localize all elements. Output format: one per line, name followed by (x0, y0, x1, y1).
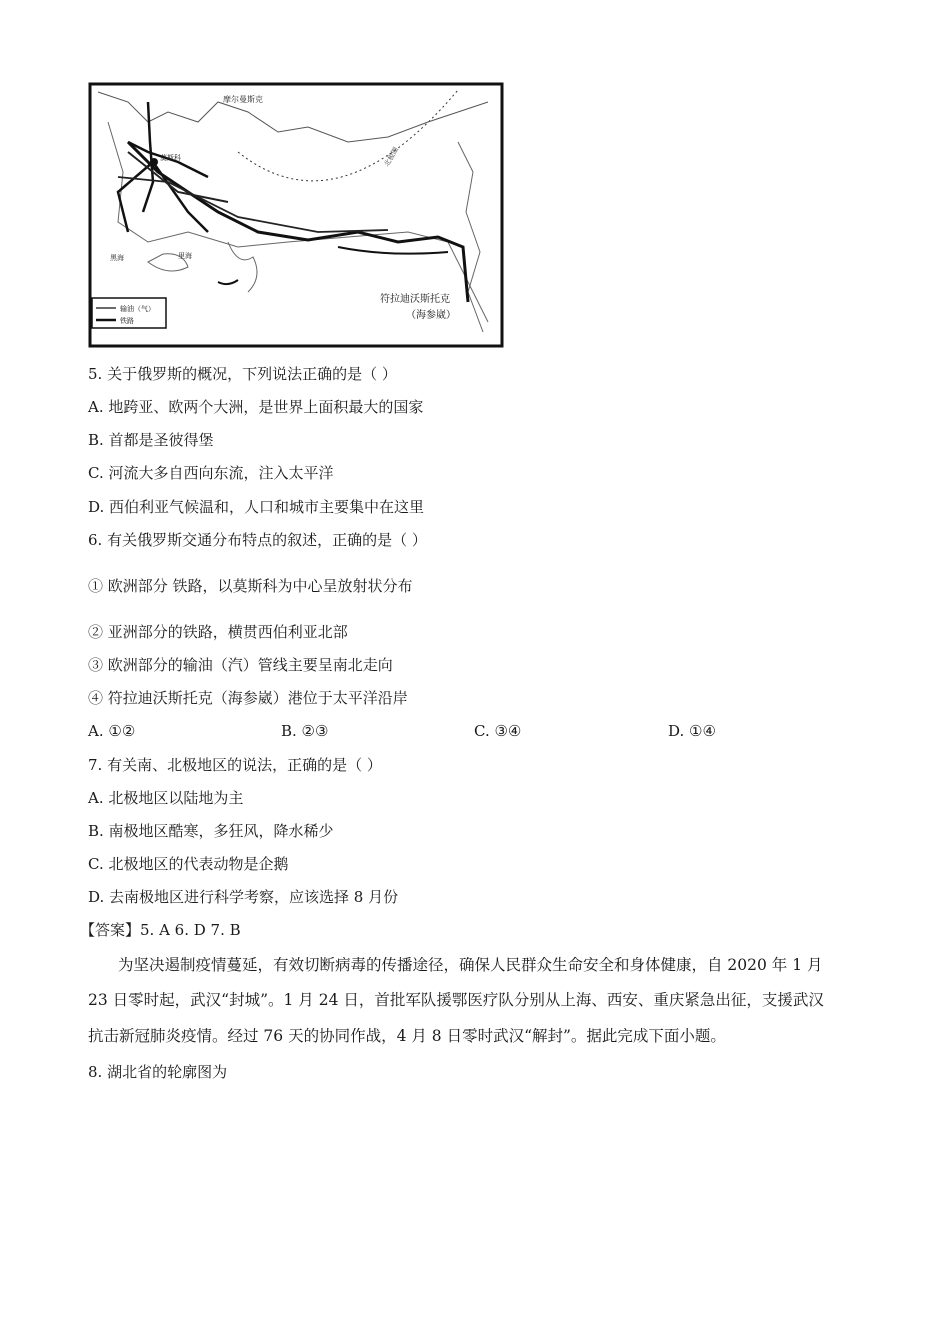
moscow-marker (150, 158, 158, 166)
label-moscow: 莫斯科 (160, 154, 181, 162)
passage-line-3: 抗击新冠肺炎疫情。经过 76 天的协同作战，4 月 8 日零时武汉“解封”。据此完成下面小题。 (88, 1027, 726, 1045)
q7-option-c: C. 北极地区的代表动物是企鹅 (88, 855, 289, 873)
q7-option-b: B. 南极地区酷寒，多狂风，降水稀少 (88, 822, 334, 840)
q6-option-b: B. ②③ (281, 722, 329, 740)
label-black-sea: 黑海 (110, 254, 124, 262)
q7-option-a: A. 北极地区以陆地为主 (88, 789, 244, 807)
passage-line-2: 23 日零时起，武汉“封城”。1 月 24 日，首批军队援鄂医疗队分别从上海、西安、重庆紧急出征，支援武汉 (88, 991, 824, 1009)
label-caspian: 里海 (178, 252, 192, 260)
label-arctic-circle: 北极圈 (382, 145, 401, 168)
label-murmansk: 摩尔曼斯克 (223, 95, 263, 104)
q6-option-a: A. ①② (88, 722, 136, 740)
q7-option-d: D. 去南极地区进行科学考察，应该选择 8 月份 (88, 888, 399, 906)
q5-option-a: A. 地跨亚、欧两个大洲，是世界上面积最大的国家 (88, 398, 424, 416)
q5-option-b: B. 首都是圣彼得堡 (88, 431, 214, 449)
passage-line-1: 为坚决遏制疫情蔓延，有效切断病毒的传播途径，确保人民群众生命安全和身体健康，自 2020 年 1 月 (118, 956, 823, 974)
legend-pipeline: 输油（气） (120, 305, 155, 313)
label-port-line1: 符拉迪沃斯托克 (380, 294, 450, 305)
q6-statement-3: ③ 欧洲部分的输油（汽）管线主要呈南北走向 (88, 656, 393, 674)
q6-statement-2: ② 亚洲部分的铁路，横贯西伯利亚北部 (88, 623, 348, 641)
q6-statement-1: ① 欧洲部分 铁路，以莫斯科为中心呈放射状分布 (88, 577, 413, 595)
q6-option-d: D. ①④ (668, 722, 716, 740)
label-port-line2: （海参崴） (406, 310, 456, 321)
q5-option-d: D. 西伯利亚气候温和，人口和城市主要集中在这里 (88, 498, 425, 516)
answer-key: 【答案】5. A 6. D 7. B (80, 921, 241, 939)
q8-stem: 8. 湖北省的轮廓图为 (88, 1063, 228, 1081)
russia-transport-map (88, 82, 504, 348)
q5-stem: 5. 关于俄罗斯的概况，下列说法正确的是（ ） (88, 365, 397, 383)
q6-option-c: C. ③④ (474, 722, 522, 740)
q5-option-c: C. 河流大多自西向东流，注入太平洋 (88, 464, 334, 482)
legend-railway: 铁路 (120, 317, 134, 325)
q6-stem: 6. 有关俄罗斯交通分布特点的叙述，正确的是（ ） (88, 531, 427, 549)
q6-statement-4: ④ 符拉迪沃斯托克（海参崴）港位于太平洋沿岸 (88, 689, 408, 707)
q7-stem: 7. 有关南、北极地区的说法，正确的是（ ） (88, 756, 382, 774)
